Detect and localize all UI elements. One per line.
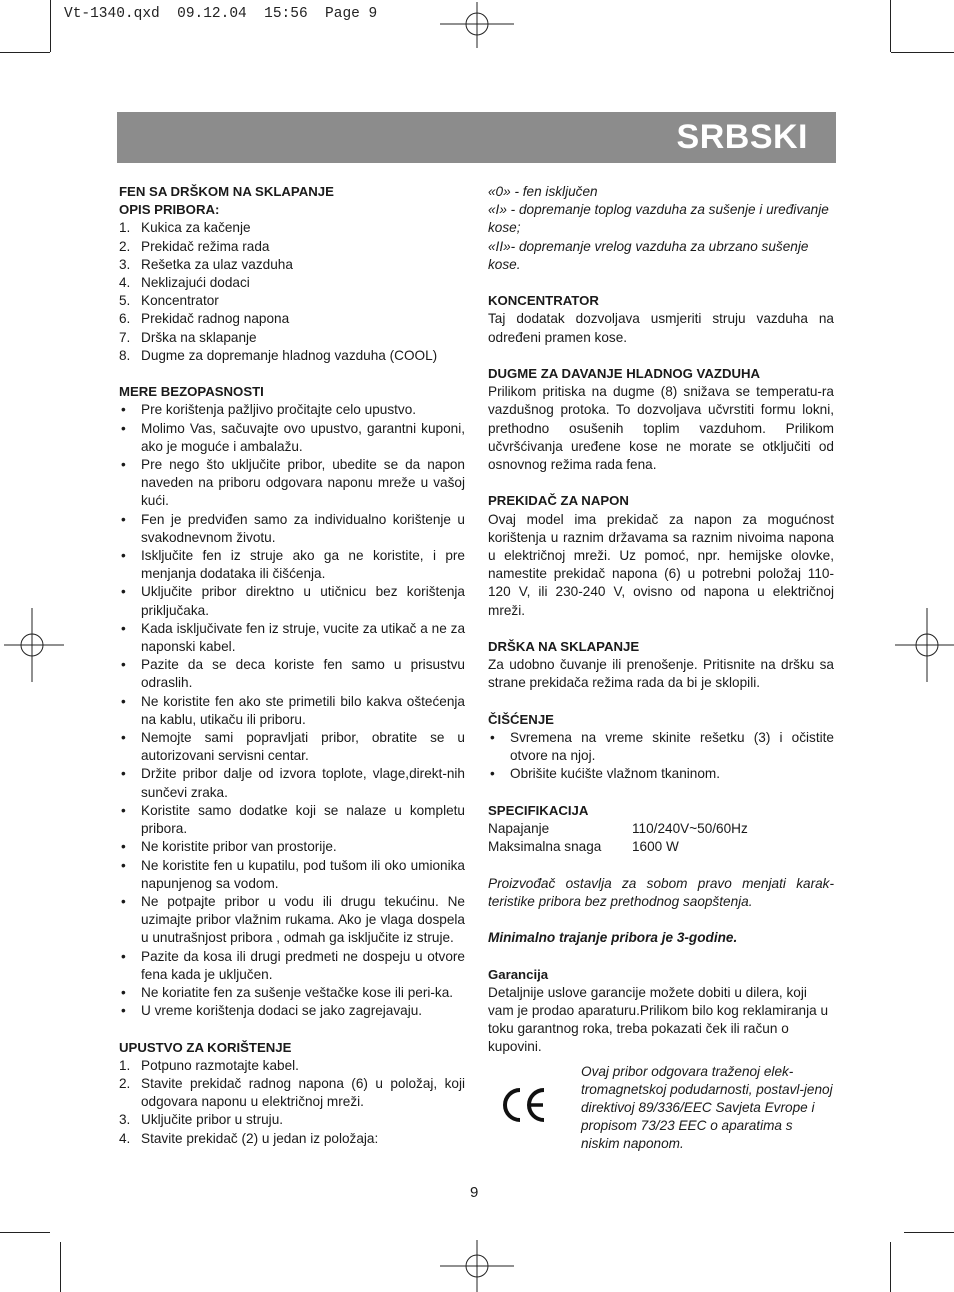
safety-list bbox=[119, 401, 465, 1020]
item-text: Uključite pribor u struju. bbox=[141, 1112, 284, 1128]
item-number: 8. bbox=[119, 347, 131, 363]
item-text: Obrišite kućište vlažnom tkaninom. bbox=[510, 766, 721, 782]
safety-heading: MERE BEZOPASNOSTI bbox=[119, 384, 264, 400]
item-text: Stavite prekidač radnog napona (6) u položaj, koji odgovara naponu u električnoj mreži. bbox=[141, 1075, 465, 1110]
bullet-icon: • bbox=[490, 730, 495, 746]
item-text: Potpuno razmotajte kabel. bbox=[141, 1057, 299, 1073]
handle-heading: DRŠKA NA SKLAPANJE bbox=[488, 639, 640, 655]
voltage-heading: PREKIDAČ ZA NAPON bbox=[488, 493, 629, 509]
bullet-item bbox=[119, 893, 465, 948]
warranty-text: Detaljnije uslove garancije možete dobiti u dilera, koji vam je prodao aparaturu.Prilikom bilo kog reklamiranja u toku garantnog roka, treba pokazati ček ili račun o kupovini. bbox=[488, 984, 829, 1055]
concentrator-heading: KONCENTRATOR bbox=[488, 293, 599, 309]
crop-mark bbox=[904, 1232, 954, 1233]
item-text: Pre korištenja pažljivo pročitajte celo upustvo. bbox=[141, 402, 417, 418]
item-text: Ne potpajte pribor u vodu ili drugu tekućinu. Ne uzimajte pribor vlažnim rukama. Ako je vlaga dospela u unutrašnjost pribora , odmah ga isključite iz struje. bbox=[141, 893, 465, 946]
item-text: Ne koriatite fen za sušenje veštačke kose ili peri-ka. bbox=[141, 984, 454, 1000]
bullet-icon: • bbox=[121, 548, 126, 564]
bullet-item bbox=[119, 511, 465, 547]
bullet-icon: • bbox=[121, 1003, 126, 1019]
bullet-item bbox=[119, 620, 465, 656]
handle-text: Za udobno čuvanje ili prenošenje. Pritisnite na dršku sa strane prekidača režima rada da bi je sklopili. bbox=[488, 657, 834, 691]
item-number: 7. bbox=[119, 329, 131, 345]
spec-row bbox=[488, 838, 834, 856]
parts-list bbox=[119, 219, 465, 365]
crop-mark bbox=[0, 1232, 50, 1233]
bullet-icon: • bbox=[121, 511, 126, 527]
spec-heading: SPECIFIKACIJA bbox=[488, 802, 589, 818]
usage-heading: UPUSTVO ZA KORIŠTENJE bbox=[119, 1039, 292, 1055]
crop-mark bbox=[890, 1242, 891, 1292]
bullet-icon: • bbox=[121, 802, 126, 818]
bullet-icon: • bbox=[121, 984, 126, 1000]
bullet-icon: • bbox=[121, 420, 126, 436]
bullet-icon: • bbox=[121, 402, 126, 418]
registration-mark bbox=[440, 1240, 514, 1292]
crop-mark bbox=[50, 0, 51, 52]
page-number: 9 bbox=[470, 1184, 479, 1201]
disclaimer-text: Proizvođač ostavlja za sobom pravo menjati karak-teristike pribora bez prethodnog saopštenja. bbox=[488, 875, 834, 909]
product-title: FEN SA DRŠKOM NA SKLAPANJE bbox=[119, 184, 334, 199]
item-text: Ne koristite fen u kupatilu, pod tušom ili oko umionika napunjenog sa vodom. bbox=[141, 857, 465, 891]
item-number: 3. bbox=[119, 1112, 131, 1128]
spec-value: 1600 W bbox=[632, 839, 679, 855]
bullet-icon: • bbox=[121, 839, 126, 855]
cleaning-heading: ČIŠĆENJE bbox=[488, 711, 554, 727]
bullet-item bbox=[119, 984, 465, 1002]
bullet-item bbox=[488, 729, 834, 765]
mode-item: «0» - fen isključen bbox=[488, 184, 598, 199]
list-item bbox=[119, 256, 465, 274]
bullet-item bbox=[119, 857, 465, 893]
item-text: Ne koristite pribor van prostorije. bbox=[141, 839, 337, 855]
item-number: 6. bbox=[119, 311, 131, 327]
bullet-item bbox=[119, 693, 465, 729]
left-column bbox=[119, 183, 465, 1148]
right-column bbox=[488, 183, 834, 1163]
list-item bbox=[119, 347, 465, 365]
bullet-icon: • bbox=[121, 657, 126, 673]
bullet-item bbox=[119, 729, 465, 765]
bullet-item bbox=[119, 547, 465, 583]
print-slug: Vt-1340.qxd 09.12.04 15:56 Page 9 bbox=[64, 6, 378, 22]
spec-table bbox=[488, 820, 834, 856]
item-text: Držite pribor dalje od izvora toplote, vlage,direkt-nih sunčevi zraka. bbox=[141, 766, 465, 800]
item-number: 4. bbox=[119, 1130, 131, 1146]
item-text: Nemojte sami popravljati pribor, obratite se u autorizovani servisni centar. bbox=[141, 730, 465, 764]
bullet-item bbox=[119, 583, 465, 619]
bullet-item bbox=[119, 401, 465, 419]
item-text: Pazite da kosa ili drugi predmeti ne dospeju u otvore fena kada je uključen. bbox=[141, 948, 465, 982]
item-number: 2. bbox=[119, 1075, 131, 1091]
list-item bbox=[119, 238, 465, 256]
item-text: Ne koristite fen ako ste primetili bilo kakva oštećenja na kablu, utikaču ili priboru. bbox=[141, 693, 465, 727]
list-item bbox=[119, 1130, 465, 1148]
list-item bbox=[119, 1111, 465, 1129]
crop-mark bbox=[60, 1242, 61, 1292]
bullet-icon: • bbox=[121, 948, 126, 964]
item-text: Drška na sklapanje bbox=[141, 329, 257, 345]
bullet-icon: • bbox=[121, 620, 126, 636]
parts-heading: OPIS PRIBORA: bbox=[119, 202, 220, 218]
item-text: Pazite da se deca koriste fen samo u prisustvu odraslih. bbox=[141, 657, 465, 691]
item-text: Svremena na vreme skinite rešetku (3) i očistite otvore na njoj. bbox=[510, 730, 834, 764]
item-text: Isključite fen iz struje ako ga ne koristite, i pre menjanja dodataka ili čišćenja. bbox=[141, 548, 465, 582]
voltage-text: Ovaj model ima prekidač za napon za mogućnost korištenja u raznim državama sa raznim nivoima napona u električnoj mreži. Uz pomoć, npr. hemijske olovke, namestite prekidač napona (6) u potrebni položaj 110-120 V, ili 230-240 V, ovisno od napona u električnoj mreži. bbox=[488, 511, 834, 618]
crop-mark bbox=[0, 52, 50, 53]
item-text: Kukica za kačenje bbox=[141, 220, 251, 236]
item-text: Stavite prekidač (2) u jedan iz položaja: bbox=[141, 1130, 379, 1146]
bullet-icon: • bbox=[121, 730, 126, 746]
item-text: Molimo Vas, sačuvajte ovo upustvo, garantni kuponi, ako je moguće i ambalažu. bbox=[141, 420, 465, 454]
ce-section bbox=[488, 1063, 834, 1163]
item-number: 1. bbox=[119, 220, 131, 236]
item-text: Kada isključivate fen iz struje, vucite za utikač a ne za naponski kabel. bbox=[141, 620, 465, 655]
bullet-icon: • bbox=[121, 893, 126, 909]
registration-mark bbox=[4, 608, 64, 682]
bullet-icon: • bbox=[490, 766, 495, 782]
bullet-icon: • bbox=[121, 693, 126, 709]
bullet-item bbox=[119, 656, 465, 692]
bullet-item bbox=[119, 456, 465, 511]
spec-key: Napajanje bbox=[488, 821, 550, 837]
item-text: Prekidač radnog napona bbox=[141, 311, 290, 327]
list-item bbox=[119, 274, 465, 292]
list-item bbox=[119, 1057, 465, 1075]
item-text: Koristite samo dodatke koji se nalaze u kompletu pribora. bbox=[141, 802, 465, 837]
bullet-icon: • bbox=[121, 457, 126, 473]
crop-mark bbox=[890, 0, 891, 52]
spec-value: 110/240V~50/60Hz bbox=[632, 821, 748, 837]
item-text: Prekidač režima rada bbox=[141, 238, 270, 254]
mode-item: «II»- dopremanje vrelog vazduha za ubrzano sušenje kose. bbox=[488, 238, 809, 272]
item-number: 5. bbox=[119, 293, 131, 309]
item-number: 2. bbox=[119, 238, 131, 254]
item-text: Rešetka za ulaz vazduha bbox=[141, 256, 293, 272]
mode-item: «I» - dopremanje toplog vazduha za sušenje i uređivanje kose; bbox=[488, 202, 829, 236]
item-number: 3. bbox=[119, 256, 131, 272]
bullet-item bbox=[119, 802, 465, 838]
bullet-item bbox=[119, 1002, 465, 1020]
spec-row bbox=[488, 820, 834, 838]
item-text: Dugme za dopremanje hladnog vazduha (COOL) bbox=[141, 347, 438, 363]
language-title: SRBSKI bbox=[676, 118, 808, 156]
concentrator-text: Taj dodatak dozvoljava usmjeriti struju vazduha na određeni pramen kose. bbox=[488, 311, 834, 345]
list-item bbox=[119, 219, 465, 237]
usage-list bbox=[119, 1057, 465, 1148]
registration-mark bbox=[895, 608, 954, 682]
item-number: 4. bbox=[119, 275, 131, 291]
lifetime-text: Minimalno trajanje pribora je 3-godine. bbox=[488, 930, 738, 946]
item-text: Koncentrator bbox=[141, 293, 219, 309]
warranty-heading: Garancija bbox=[488, 966, 549, 982]
bullet-item bbox=[488, 765, 834, 783]
spec-key: Maksimalna snaga bbox=[488, 839, 602, 855]
list-item bbox=[119, 292, 465, 310]
item-number: 1. bbox=[119, 1057, 131, 1073]
item-text: Uključite pribor direktno u utičnicu bez korištenja priključaka. bbox=[141, 584, 465, 618]
item-text: Neklizajući dodaci bbox=[141, 275, 250, 291]
list-item bbox=[119, 1075, 465, 1111]
ce-compliance-text: Ovaj pribor odgovara traženoj elek-tromagnetskoj podudarnosti, postavl-jenoj direktivoj 89/336/EEC Savjeta Evrope i propisom 73/23 EEC o aparatima s niskim naponom. bbox=[581, 1063, 833, 1152]
ce-mark-icon bbox=[500, 1085, 548, 1125]
registration-mark bbox=[440, 2, 514, 48]
bullet-item bbox=[119, 765, 465, 801]
item-text: Pre nego što uključite pribor, ubedite se da napon naveden na priboru odgovara naponu mreže u vašoj kući. bbox=[141, 457, 465, 509]
list-item bbox=[119, 310, 465, 328]
cool-text: Prilikom pritiska na dugme (8) snižava se temperatu-ra vazdušnog protoka. To dozvoljava učvrstiti formu lokni, prethodno osušenih toplim vazduhom. Prilikom učvršćivanja uređene kose ne morate se otključiti od osnovnog režima rada fena. bbox=[488, 384, 834, 473]
crop-mark bbox=[891, 52, 954, 53]
language-banner bbox=[117, 112, 836, 163]
bullet-icon: • bbox=[121, 766, 126, 782]
bullet-icon: • bbox=[121, 857, 126, 873]
bullet-item bbox=[119, 420, 465, 456]
item-text: U vreme korištenja dodaci se jako zagrejavaju. bbox=[141, 1003, 423, 1019]
cleaning-list bbox=[488, 729, 834, 784]
mode-list bbox=[488, 183, 834, 274]
bullet-icon: • bbox=[121, 584, 126, 600]
bullet-item bbox=[119, 948, 465, 984]
list-item bbox=[119, 329, 465, 347]
bullet-item bbox=[119, 838, 465, 856]
item-text: Fen je predviđen samo za individualno korištenje u svakodnevnom životu. bbox=[141, 511, 465, 545]
cool-heading: DUGME ZA DAVANJE HLADNOG VAZDUHA bbox=[488, 366, 761, 381]
